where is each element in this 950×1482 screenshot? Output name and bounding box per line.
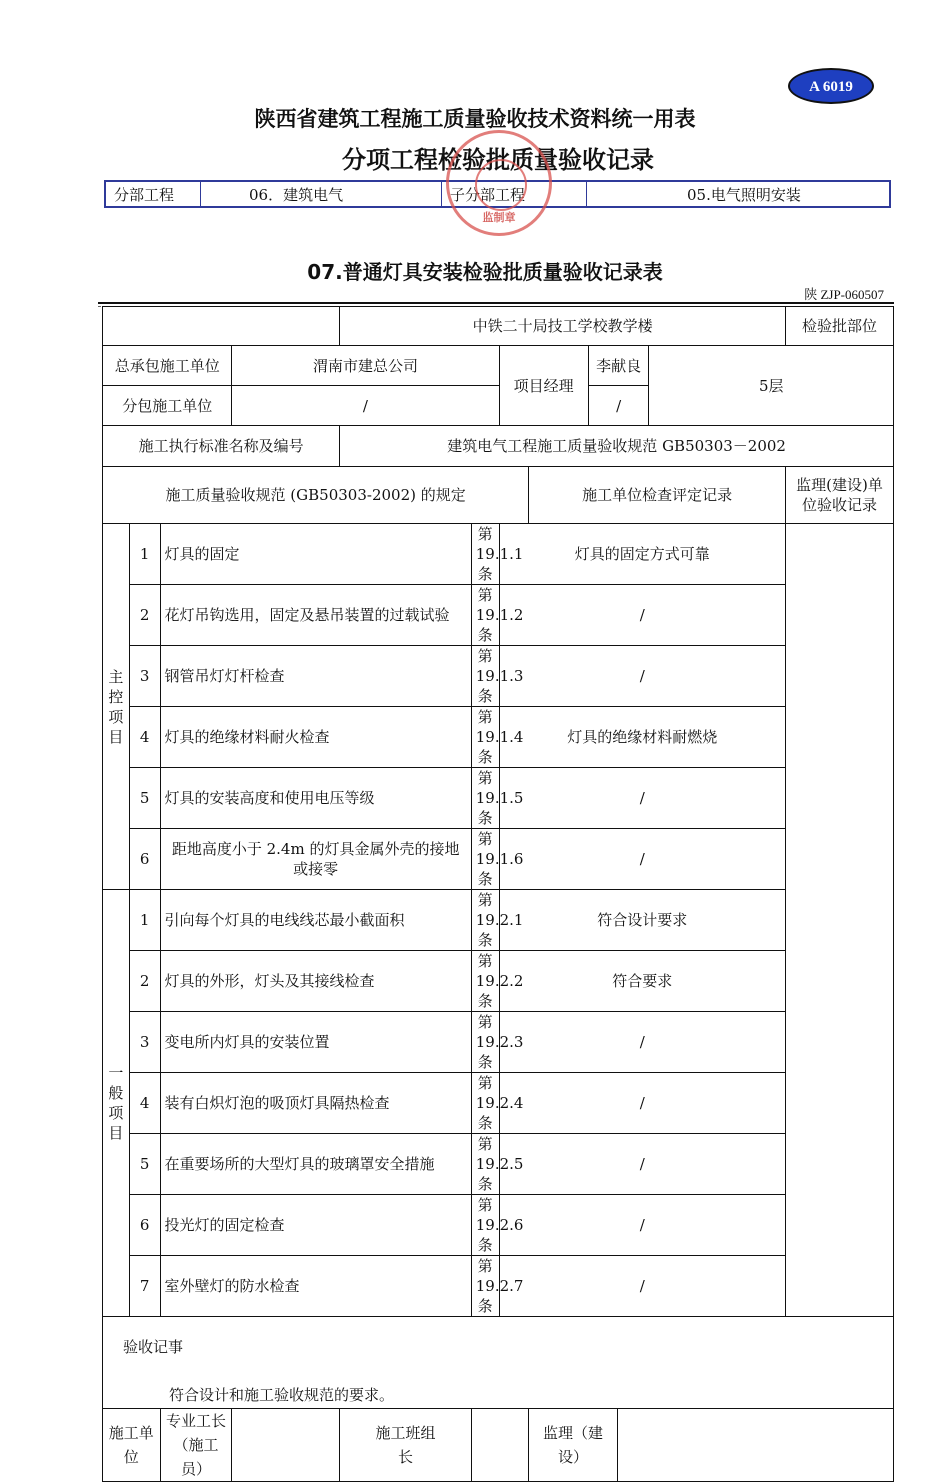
general-item: 引向每个灯具的电线线芯最小截面积	[160, 890, 471, 951]
main-clause: 第 19.1.4 条	[471, 707, 499, 768]
general-item-no: 6	[129, 1195, 160, 1256]
main-item: 花灯吊钩选用，固定及悬吊装置的过载试验	[160, 585, 471, 646]
general-result: /	[499, 1134, 786, 1195]
check-column-header: 施工单位检查评定记录	[529, 467, 786, 524]
document-title: 陕西省建筑工程施工质量验收技术资料统一用表	[254, 106, 696, 131]
main-item-no: 5	[129, 768, 160, 829]
notes-label: 验收记事	[123, 1338, 184, 1356]
supervision-stamp-icon	[446, 130, 552, 236]
main-clause: 第 19.1.6 条	[471, 829, 499, 890]
table-title: 07.普通灯具安装检验批质量验收记录表	[307, 260, 663, 284]
general-clause: 第 19.2.4 条	[471, 1073, 499, 1134]
main-result: /	[499, 585, 786, 646]
main-item-no: 6	[129, 829, 160, 890]
general-item: 装有白炽灯泡的吸顶灯具隔热检查	[160, 1073, 471, 1134]
main-clause: 第 19.1.2 条	[471, 585, 499, 646]
spec-column-header: 施工质量验收规范 (GB50303-2002) 的规定	[103, 467, 529, 524]
general-item-no: 7	[129, 1256, 160, 1317]
sign-supervisor-label: 监理（建设）	[529, 1409, 617, 1482]
standard-label: 施工执行标准名称及编号	[103, 426, 340, 467]
general-item: 室外壁灯的防水检查	[160, 1256, 471, 1317]
inspection-part-value: 5层	[649, 346, 894, 426]
main-result: 灯具的绝缘材料耐燃烧	[499, 707, 786, 768]
general-clause: 第 19.2.2 条	[471, 951, 499, 1012]
sub-manager-value: /	[588, 386, 649, 426]
general-clause: 第 19.2.5 条	[471, 1134, 499, 1195]
main-clause: 第 19.1.3 条	[471, 646, 499, 707]
general-item-no: 3	[129, 1012, 160, 1073]
main-item-no: 1	[129, 524, 160, 585]
general-result: /	[499, 1073, 786, 1134]
division-label: 分部工程	[105, 181, 201, 207]
project-name-label	[103, 307, 340, 346]
sign-team-value	[471, 1409, 529, 1482]
subcontractor-label: 分包施工单位	[103, 386, 232, 426]
subdivision-value: 05.电气照明安装	[587, 181, 891, 207]
supervise-column-header: 监理(建设)单位验收记录	[786, 467, 894, 524]
main-item: 灯具的绝缘材料耐火检查	[160, 707, 471, 768]
stamp-label: 监制章	[482, 211, 516, 224]
sign-foreman-value	[232, 1409, 340, 1482]
general-clause: 第 19.2.6 条	[471, 1195, 499, 1256]
general-item: 在重要场所的大型灯具的玻璃罩安全措施	[160, 1134, 471, 1195]
subdivision-label: 子分部工程	[442, 181, 587, 207]
main-item-no: 3	[129, 646, 160, 707]
project-name: 中铁二十局技工学校教学楼	[340, 307, 786, 346]
subcontractor-value: /	[232, 386, 499, 426]
general-result: 符合要求	[499, 951, 786, 1012]
main-item: 灯具的安装高度和使用电压等级	[160, 768, 471, 829]
supervise-record	[786, 524, 894, 1317]
main-item: 钢管吊灯灯杆检查	[160, 646, 471, 707]
general-item: 变电所内灯具的安装位置	[160, 1012, 471, 1073]
inspection-table	[102, 306, 894, 1482]
main-item: 距地高度小于 2.4m 的灯具金属外壳的接地或接零	[160, 829, 471, 890]
form-title: 分项工程检验批质量验收记录	[342, 145, 654, 174]
project-manager-value: 李献良	[588, 346, 649, 386]
main-clause: 第 19.1.5 条	[471, 768, 499, 829]
main-result: /	[499, 646, 786, 707]
project-manager-label: 项目经理	[499, 346, 588, 426]
form-code: 陕 ZJP-060507	[804, 287, 884, 302]
contractor-value: 渭南市建总公司	[232, 346, 499, 386]
form-number-badge: A 6019	[788, 68, 874, 104]
main-clause: 第 19.1.1 条	[471, 524, 499, 585]
sign-supervisor-value	[617, 1409, 893, 1482]
general-clause: 第 19.2.7 条	[471, 1256, 499, 1317]
contractor-label: 总承包施工单位	[103, 346, 232, 386]
main-group-label: 主 控 项 目	[103, 524, 130, 890]
main-item-no: 2	[129, 585, 160, 646]
main-item: 灯具的固定	[160, 524, 471, 585]
standard-value: 建筑电气工程施工质量验收规范 GB50303－2002	[340, 426, 894, 467]
general-result: /	[499, 1195, 786, 1256]
acceptance-notes	[103, 1317, 894, 1409]
general-item-no: 4	[129, 1073, 160, 1134]
general-clause: 第 19.2.1 条	[471, 890, 499, 951]
general-clause: 第 19.2.3 条	[471, 1012, 499, 1073]
main-item-no: 4	[129, 707, 160, 768]
division-value: 06．建筑电气	[201, 181, 442, 207]
notes-text: 符合设计和施工验收规范的要求。	[169, 1386, 395, 1404]
inspection-part-label: 检验批部位	[786, 307, 894, 346]
general-result: /	[499, 1256, 786, 1317]
general-item: 投光灯的固定检查	[160, 1195, 471, 1256]
general-group-label: 一 般 项 目	[103, 890, 130, 1317]
sign-team-label: 施工班组 长	[340, 1409, 471, 1482]
general-result: /	[499, 1012, 786, 1073]
sign-unit-label: 施工单位	[103, 1409, 161, 1482]
general-result: 符合设计要求	[499, 890, 786, 951]
main-result: /	[499, 829, 786, 890]
general-item-no: 1	[129, 890, 160, 951]
main-result: /	[499, 768, 786, 829]
general-item: 灯具的外形，灯头及其接线检查	[160, 951, 471, 1012]
main-result: 灯具的固定方式可靠	[499, 524, 786, 585]
general-item-no: 2	[129, 951, 160, 1012]
sign-foreman-label: 专业工长（施工员）	[160, 1409, 232, 1482]
general-item-no: 5	[129, 1134, 160, 1195]
